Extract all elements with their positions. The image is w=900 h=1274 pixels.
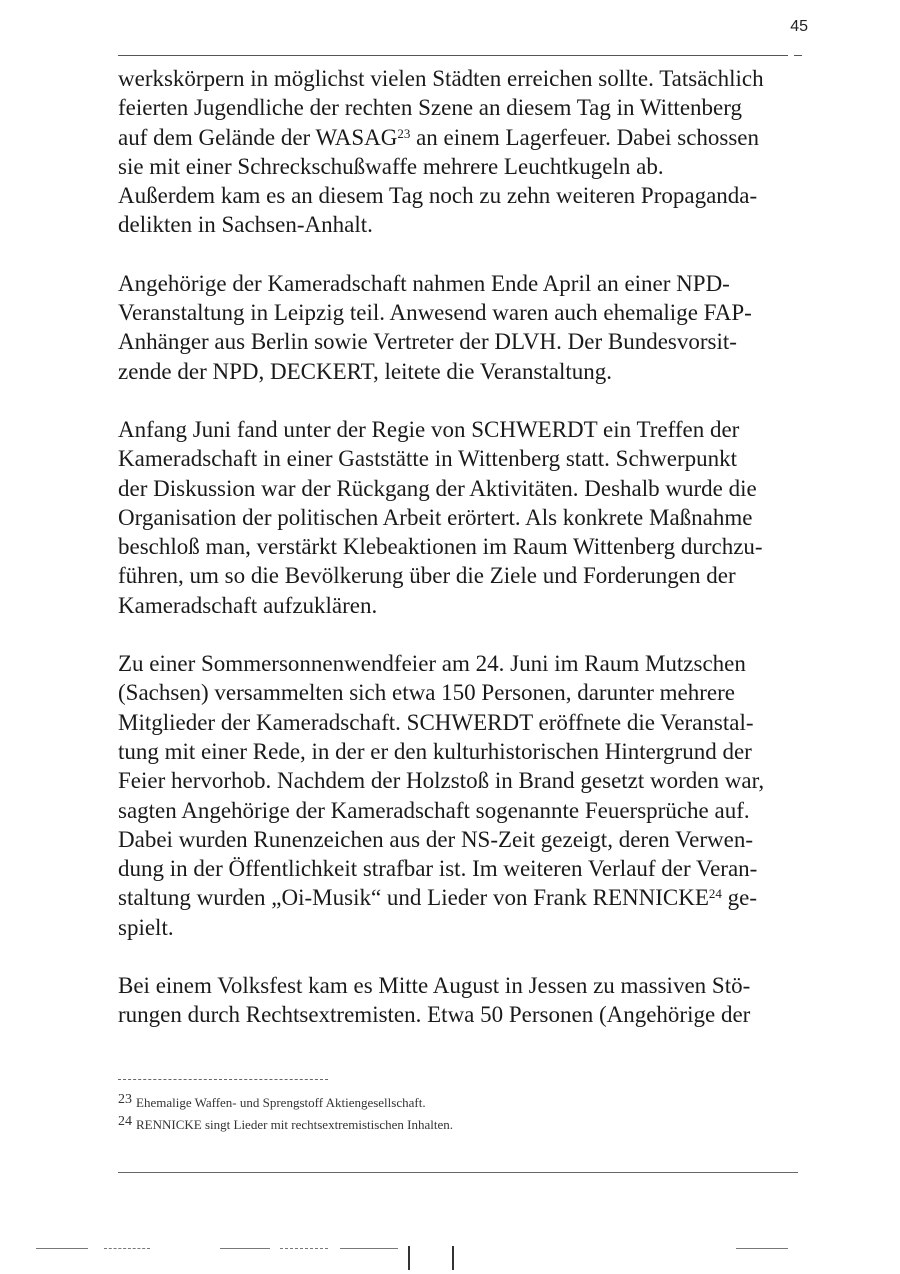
footnote-ref-23: 23 [397, 125, 411, 141]
paragraph-1 [118, 64, 798, 240]
paragraph-line: Feier hervorhob. Nachdem der Holzstoß in Brand gesetzt worden war, [118, 768, 765, 794]
paragraph-line [118, 123, 798, 152]
paragraph-line: Anfang Juni fand unter der Regie von SCHWERDT ein Treffen der [118, 416, 740, 442]
header-rule-tail [794, 55, 802, 56]
paragraph-line: Angehörige der Kameradschaft nahmen Ende April an einer NPD- [118, 270, 730, 296]
paragraph-line: Dabei wurden Runenzeichen aus der NS-Zeit gezeigt, deren Verwen- [118, 826, 754, 852]
paragraph-line: führen, um so die Bevölkerung über die Ziele und Forderungen der [118, 563, 736, 589]
paragraph-line: Kameradschaft aufzuklären. [118, 592, 378, 618]
paragraph-4 [118, 649, 798, 942]
paragraph-line: tung mit einer Rede, in der er den kulturhistorischen Hintergrund der [118, 738, 752, 764]
footer-rule [118, 1172, 798, 1173]
header-rule [118, 55, 788, 56]
paragraph-3 [118, 415, 798, 620]
paragraph-line: delikten in Sachsen-Anhalt. [118, 212, 373, 238]
paragraph-line-text: auf dem Gelände der WASAG [118, 124, 398, 150]
scan-margin-marks [0, 1248, 900, 1268]
paragraph-line-text: ge- [721, 885, 757, 911]
scan-mark [104, 1248, 150, 1249]
footnote-ref-24: 24 [708, 886, 722, 902]
footnote-text: Ehemalige Waffen- und Sprengstoff Aktiengesellschaft. [136, 1095, 426, 1110]
paragraph-line: dung in der Öffentlichkeit strafbar ist. Im weiteren Verlauf der Veran- [118, 856, 758, 882]
paragraph-line: feierten Jugendliche der rechten Szene an diesem Tag in Wittenberg [118, 95, 742, 121]
scan-mark [280, 1248, 328, 1249]
paragraph-line: Außerdem kam es an diesem Tag noch zu zehn weiteren Propaganda- [118, 183, 758, 209]
footnote-23 [118, 1090, 798, 1112]
paragraph-line: Anhänger aus Berlin sowie Vertreter der DLVH. Der Bundesvorsit- [118, 329, 737, 355]
scan-mark [340, 1248, 398, 1249]
paragraph-line: Veranstaltung in Leipzig teil. Anwesend waren auch ehemalige FAP- [118, 300, 752, 326]
binding-bar [452, 1246, 454, 1270]
scan-mark [36, 1248, 88, 1249]
footnotes [118, 1090, 798, 1134]
paragraph-line: Mitglieder der Kameradschaft. SCHWERDT eröffnete die Veranstal- [118, 709, 754, 735]
paragraph-5 [118, 971, 798, 1030]
paragraph-line: spielt. [118, 914, 174, 940]
footnote-text: RENNICKE singt Lieder mit rechtsextremistischen Inhalten. [136, 1117, 453, 1132]
paragraph-line: sie mit einer Schreckschußwaffe mehrere Leuchtkugeln ab. [118, 153, 664, 179]
paragraph-line: Organisation der politischen Arbeit erörtert. Als konkrete Maßnahme [118, 504, 753, 530]
footnote-number: 24 [118, 1114, 132, 1129]
paragraph-2 [118, 269, 798, 386]
paragraph-line: zende der NPD, DECKERT, leitete die Veranstaltung. [118, 358, 613, 384]
paragraph-line: rungen durch Rechtsextremisten. Etwa 50 Personen (Angehörige der [118, 1002, 751, 1028]
paragraph-line: Zu einer Sommersonnenwendfeier am 24. Juni im Raum Mutzschen [118, 651, 746, 677]
footnote-24 [118, 1112, 798, 1134]
paragraph-line-text: an einem Lagerfeuer. Dabei schossen [410, 124, 760, 150]
paragraph-line: Kameradschaft in einer Gaststätte in Wittenberg statt. Schwerpunkt [118, 446, 738, 472]
body-text [118, 64, 798, 1030]
paragraph-line: sagten Angehörige der Kameradschaft sogenannte Feuersprüche auf. [118, 797, 750, 823]
paragraph-line: (Sachsen) versammelten sich etwa 150 Personen, darunter mehrere [118, 680, 735, 706]
page-number: 45 [790, 18, 808, 35]
paragraph-line [118, 883, 798, 912]
paragraph-line: beschloß man, verstärkt Klebeaktionen im Raum Wittenberg durchzu- [118, 534, 763, 560]
paragraph-line: Bei einem Volksfest kam es Mitte August in Jessen zu massiven Stö- [118, 973, 751, 999]
footnote-separator [118, 1079, 328, 1080]
paragraph-line: werkskörpern in möglichst vielen Städten erreichen sollte. Tatsächlich [118, 66, 764, 91]
paragraph-line: der Diskussion war der Rückgang der Aktivitäten. Deshalb wurde die [118, 475, 757, 501]
footnote-number: 23 [118, 1092, 132, 1107]
binding-mark [398, 1246, 438, 1270]
scan-mark [220, 1248, 270, 1249]
scan-mark [736, 1248, 788, 1249]
binding-bar [408, 1246, 410, 1270]
paragraph-line-text: staltung wurden „Oi-Musik“ und Lieder von Frank RENNICKE [118, 885, 709, 911]
